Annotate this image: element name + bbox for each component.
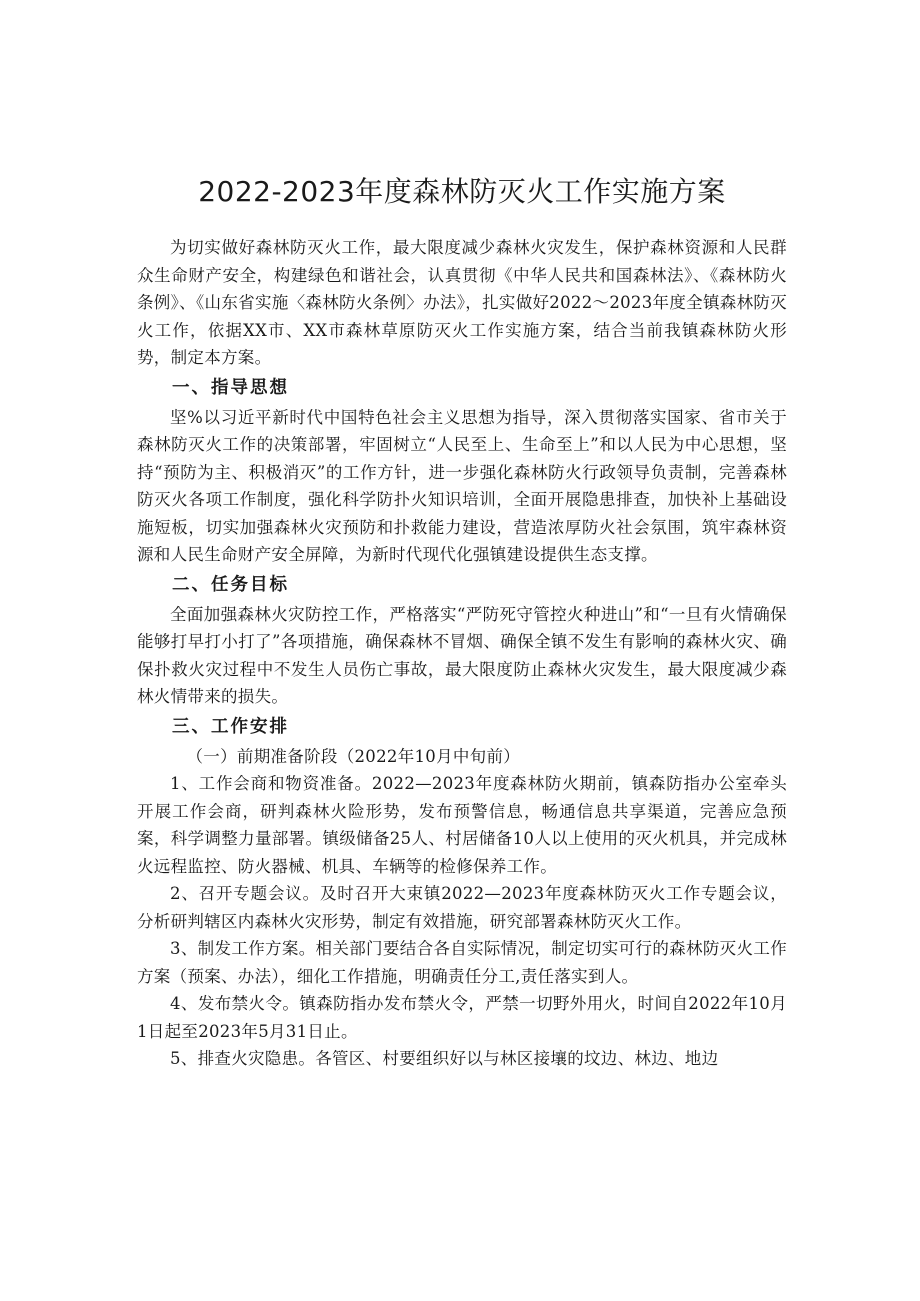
document-body [137,234,787,1073]
section-heading-task-goals: 二、任务目标 [172,574,289,595]
section-heading-guiding-ideology: 一、指导思想 [172,377,289,398]
guiding-ideology-paragraph: 坚%以习近平新时代中国特色社会主义思想为指导，深入贯彻落实国家、省市关于森林防灭火工作的决策部署，牢固树立“人民至上、生命至上”和以人民为中心思想，坚持“预防为主、积极消灭”的工作方针，进一步强化森林防火行政领导负责制，完善森林防灭火各项工作制度，强化科学防扑火知识培训，全面开展隐患排查，加快补上基础设施短板，切实加强森林火灾预防和扑救能力建设，营造浓厚防火社会氛围，筑牢森林资源和人民生命财产安全屏障，为新时代现代化强镇建设提供生态支撑。 [137,407,787,564]
section-heading-work-arrangement: 三、工作安排 [172,716,289,737]
list-item: 3、制发工作方案。相关部门要结合各自实际情况，制定切实可行的森林防灭火工作方案（预案、办法），细化工作措施，明确责任分工,责任落实到人。 [137,939,787,986]
list-item: 4、发布禁火令。镇森防指办发布禁火令，严禁一切野外用火，时间自2022年10月1日起至2023年5月31日止。 [137,994,787,1041]
list-item: 5、排查火灾隐患。各管区、村要组织好以与林区接壤的坟边、林边、地边 [170,1049,719,1068]
document-title: 2022-2023年度森林防灭火工作实施方案 [198,175,726,208]
task-goals-paragraph: 全面加强森林火灾防控工作，严格落实“严防死守管控火种进山”和“一旦有火情确保能够打早打小打了”各项措施，确保森林不冒烟、确保全镇不发生有影响的森林火灾、确保扑救火灾过程中不发生人员伤亡事故，最大限度防止森林火灾发生，最大限度减少森林火情带来的损失。 [137,604,787,706]
list-item: 1、工作会商和物资准备。2022—2023年度森林防火期前，镇森防指办公室牵头开展工作会商，研判森林火险形势，发布预警信息，畅通信息共享渠道，完善应急预案，科学调整力量部署。镇级储备25人、村居储备10人以上使用的灭火机具，并完成林火远程监控、防火器械、机具、车辆等的检修保养工作。 [137,774,787,876]
subsection-heading-preparation: （一）前期准备阶段（2022年10月中旬前） [186,746,521,766]
intro-paragraph: 为切实做好森林防灭火工作，最大限度减少森林火灾发生，保护森林资源和人民群众生命财产安全，构建绿色和谐社会，认真贯彻《中华人民共和国森林法》、《森林防火条例》、《山东省实施〈森林防火条例〉办法》，扎实做好2022～2023年度全镇森林防灭火工作，依据XX市、XX市森林草原防灭火工作实施方案，结合当前我镇森林防火形势，制定本方案。 [137,238,787,367]
document-page [137,0,787,1301]
list-item: 2、召开专题会议。及时召开大束镇2022—2023年度森林防灭火工作专题会议，分析研判辖区内森林火灾形势，制定有效措施，研究部署森林防灭火工作。 [137,884,787,931]
